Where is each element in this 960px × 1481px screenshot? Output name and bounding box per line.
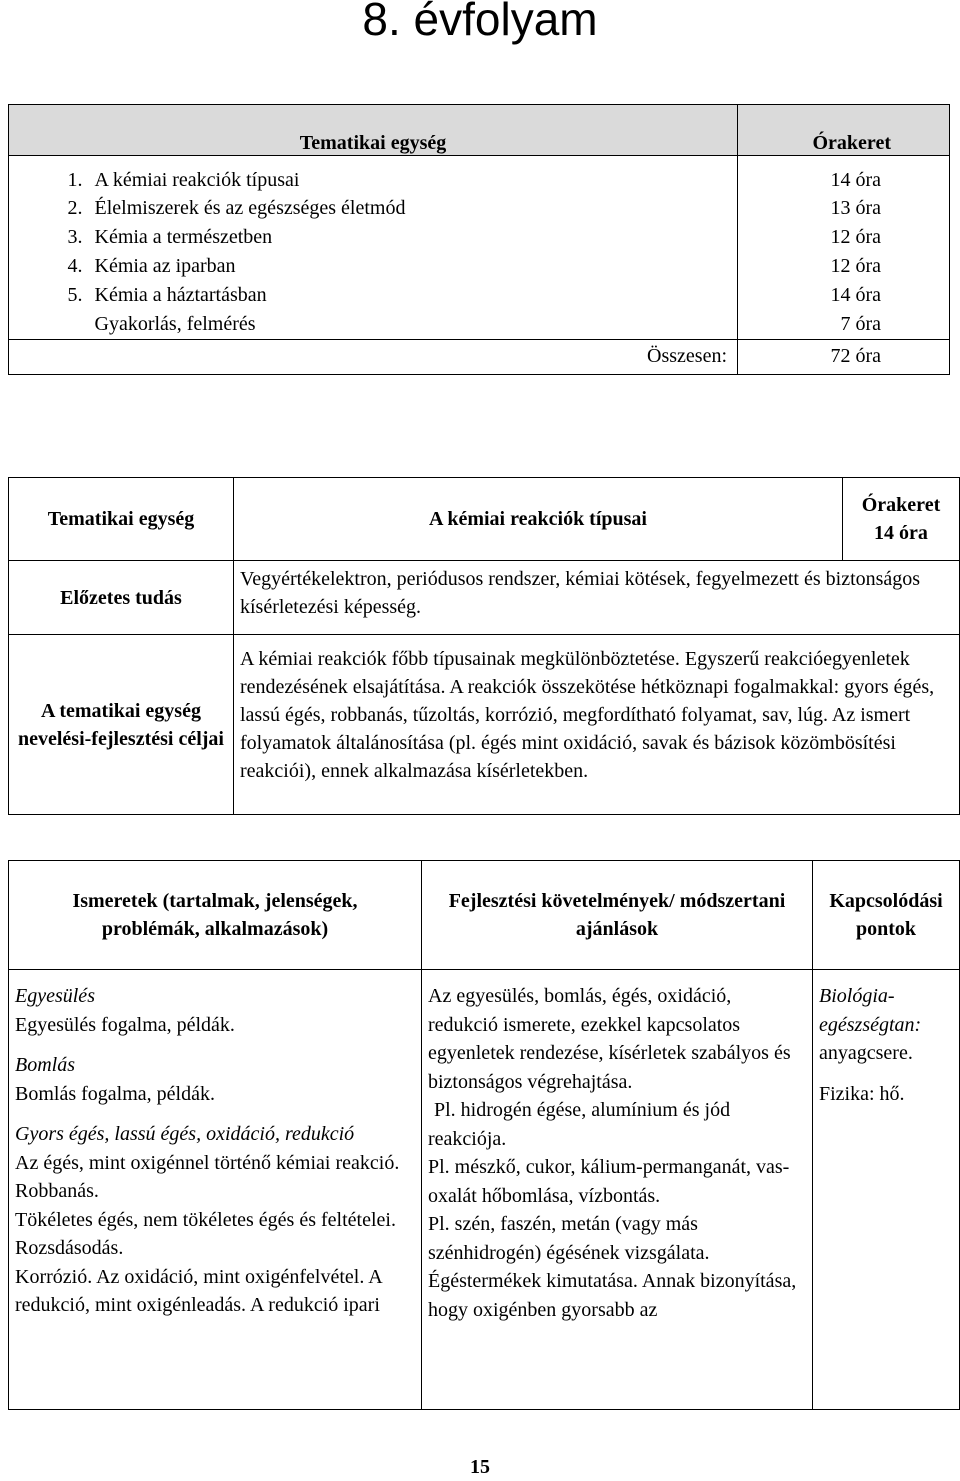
row-hours: 14 óra <box>738 281 950 310</box>
knowledge-text: Korrózió. Az oxidáció, mint oxigénfelvétel. A redukció, mint oxigénleadás. A redukció ipari <box>15 1265 382 1316</box>
row-number: 5. <box>9 281 93 310</box>
connections-subject: Biológia-egészségtan: <box>819 985 922 1036</box>
unit-header-row <box>9 478 960 561</box>
goals-label: A tematikai egység nevelési-fejlesztési céljai <box>9 635 234 815</box>
requirements-header: Fejlesztési követelmények/ módszertani ajánlások <box>422 861 813 970</box>
knowledge-heading: Bomlás <box>15 1054 75 1076</box>
overview-header-unit: Tematikai egység <box>9 105 738 156</box>
row-number: 1. <box>9 156 93 194</box>
requirements-text: Pl. mészkő, cukor, kálium-permanganát, vas-oxalát hőbomlása, vízbontás. <box>428 1156 790 1207</box>
table-row <box>9 156 950 194</box>
connections-text: anyagcsere. <box>819 1042 913 1064</box>
row-number: 3. <box>9 223 93 252</box>
knowledge-text: Az égés, mint oxigénnel történő kémiai reakció. Robbanás. <box>15 1151 400 1202</box>
prior-knowledge-row <box>9 561 960 635</box>
prior-knowledge-text: Vegyértékelektron, periódusos rendszer, kémiai kötések, fegyelmezett és biztonságos kísérletezési képesség. <box>234 561 960 635</box>
row-hours: 13 óra <box>738 194 950 223</box>
knowledge-cell <box>9 970 422 1410</box>
unit-title: A kémiai reakciók típusai <box>234 478 843 561</box>
knowledge-text: Egyesülés fogalma, példák. <box>15 1013 235 1036</box>
content-body-row <box>9 970 960 1410</box>
row-hours: 7 óra <box>738 310 950 340</box>
total-row <box>9 339 950 374</box>
row-name: Élelmiszerek és az egészséges életmód <box>93 194 738 223</box>
unit-hours: 14 óra <box>874 522 928 544</box>
knowledge-heading: Gyors égés, lassú égés, oxidáció, redukció <box>15 1123 355 1145</box>
requirements-text: Az egyesülés, bomlás, égés, oxidáció, redukció ismerete, ezekkel kapcsolatos egyenletek rendezése, kísérletek szabályos és biztonságos végrehajtása. <box>428 985 791 1093</box>
table-row <box>9 310 950 340</box>
row-name: Kémia a háztartásban <box>93 281 738 310</box>
requirements-cell <box>422 970 813 1410</box>
row-number <box>9 310 93 340</box>
table-row <box>9 281 950 310</box>
row-number: 2. <box>9 194 93 223</box>
total-label: Összesen: <box>9 339 738 374</box>
prior-knowledge-label: Előzetes tudás <box>9 561 234 635</box>
knowledge-heading: Egyesülés <box>15 985 95 1007</box>
unit-label: Tematikai egység <box>9 478 234 561</box>
overview-header-hours: Órakeret <box>738 105 950 156</box>
table-row <box>9 252 950 281</box>
row-name: Gyakorlás, felmérés <box>93 310 738 340</box>
row-hours: 12 óra <box>738 223 950 252</box>
row-name: A kémiai reakciók típusai <box>93 156 738 194</box>
overview-table <box>8 104 950 375</box>
knowledge-text: Bomlás fogalma, példák. <box>15 1082 215 1105</box>
page-number: 15 <box>470 1456 490 1478</box>
row-hours: 12 óra <box>738 252 950 281</box>
page-title: 8. évfolyam <box>362 0 598 45</box>
row-number: 4. <box>9 252 93 281</box>
content-table <box>8 860 960 1410</box>
row-name: Kémia az iparban <box>93 252 738 281</box>
goals-row <box>9 635 960 815</box>
table-row <box>9 223 950 252</box>
knowledge-header: Ismeretek (tartalmak, jelenségek, problémák, alkalmazások) <box>9 861 422 970</box>
unit-table <box>8 477 960 815</box>
row-hours: 14 óra <box>738 156 950 194</box>
table-row <box>9 194 950 223</box>
unit-hours-label: Órakeret <box>861 494 941 516</box>
goals-text: A kémiai reakciók főbb típusainak megkülönböztetése. Egyszerű reakcióegyenletek rendezésének elsajátítása. A reakciók összekötése hétköznapi fogalmakkal: gyors égés, lassú égés, robbanás, tűzoltás, korrózió, megfordítható folyamat, sav, lúg. Az ismert folyamatok általánosítása (pl. égés mint oxidáció, savak és bázisok közömbösítési reakciói), ennek alkalmazása kísérletekben. <box>234 635 960 815</box>
knowledge-text: Tökéletes égés, nem tökéletes égés és feltételei. Rozsdásodás. <box>15 1208 396 1259</box>
content-header-row <box>9 861 960 970</box>
requirements-text: Pl. szén, faszén, metán (vagy más szénhidrogén) égésének vizsgálata. Égéstermékek kimutatása. Annak bizonyítása, hogy oxigénben gyorsabb az <box>428 1213 797 1321</box>
connections-text: Fizika: hő. <box>819 1082 905 1105</box>
overview-header-row <box>9 105 950 156</box>
requirements-text: Pl. hidrogén égése, alumínium és jód reakciója. <box>428 1099 731 1150</box>
connections-header: Kapcsolódási pontok <box>813 861 960 970</box>
total-hours: 72 óra <box>738 339 950 374</box>
row-name: Kémia a természetben <box>93 223 738 252</box>
unit-hours-box <box>843 478 960 561</box>
connections-cell <box>813 970 960 1410</box>
